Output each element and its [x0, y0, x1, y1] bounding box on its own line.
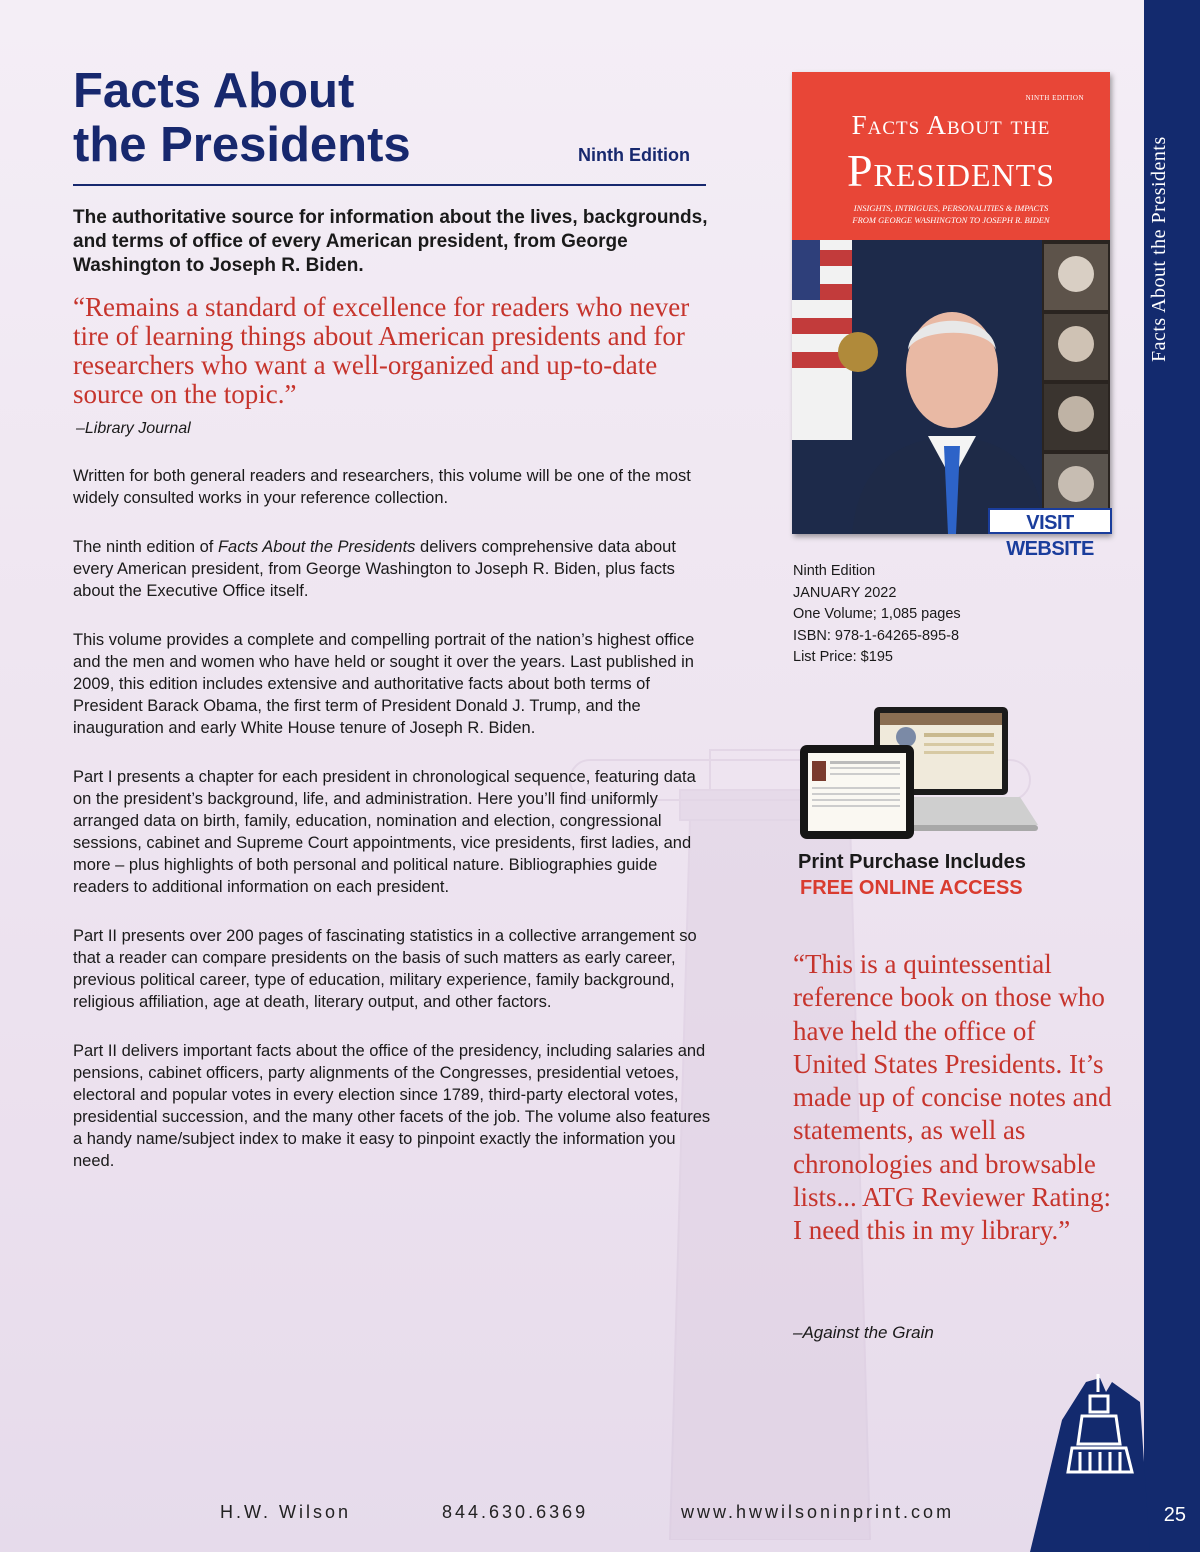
against-the-grain-quote: “This is a quintessential reference book on those who have held the office of United States Presidents. It’s made up of concise notes and statements, as well as chronologies and browsable lists... ATG Reviewer Rating: I need this in my library.” [793, 949, 1112, 1246]
paragraph-5: Part II presents over 200 pages of fascinating statistics in a collective arrangement so that a reader can compare presidents on the basis of such matters as early career, previous political career, type of education, military experience, family background, religious affiliation, age at death, literary output, and other factors. [73, 927, 697, 1011]
paragraph-3: This volume provides a complete and compelling portrait of the nation’s highest office and the men and women who have held or sought it over the years. Last published in 2009, this edition includes extensive and authoritative facts about both terms of President Barack Obama, the first term of President Donald J. Trump, and the inauguration and early White House tenure of Joseph R. Biden. [73, 631, 695, 737]
spec-volume: One Volume; 1,085 pages [793, 606, 961, 622]
paragraph-2-suffix: delivers comprehensive data about every American president, from George Washington to Joseph R. Biden, plus facts about the Executive Office itself. [73, 538, 676, 600]
page-number: 25 [1163, 1504, 1186, 1526]
footer-website[interactable]: www.hwwilsoninprint.com [681, 1502, 955, 1522]
library-journal-quote: “Remains a standard of excellence for readers who never tire of learning things about American presidents and for researchers who want a well-organized and up-to-date source on the topic.” [73, 292, 690, 409]
title-line-2: the Presidents [73, 118, 411, 172]
promo-line-2: FREE ONLINE ACCESS [800, 877, 1023, 899]
capitol-dome-icon [990, 1372, 1150, 1552]
spec-date: JANUARY 2022 [793, 584, 897, 601]
book-cover[interactable] [792, 72, 1110, 534]
side-band [1144, 0, 1200, 1552]
promo-line-1: Print Purchase Includes [798, 851, 1026, 873]
online-access-promo [798, 851, 1048, 900]
body-text [73, 465, 713, 1199]
page-title [73, 64, 411, 172]
spec-price: List Price: $195 [793, 649, 893, 665]
edition-label: Ninth Edition [578, 145, 690, 165]
cover-title-line-1: Facts About the [851, 110, 1051, 140]
book-title-italic: Facts About the Presidents [217, 538, 416, 556]
laptop-tablet-illustration [798, 703, 1043, 843]
spec-edition: Ninth Edition [793, 563, 876, 579]
spec-isbn: ISBN: 978-1-64265-895-8 [793, 627, 960, 644]
sidebar-title: Facts About the Presidents [1148, 136, 1170, 362]
footer-phone: 844.630.6369 [442, 1502, 589, 1522]
paragraph-2-prefix: The ninth edition of [73, 538, 218, 556]
footer-publisher: H.W. Wilson [220, 1502, 352, 1522]
book-specs [793, 561, 961, 669]
library-journal-attribution: –Library Journal [76, 420, 191, 437]
cover-title-line-2: Presidents [846, 145, 1056, 196]
cover-photo [792, 240, 1110, 534]
visit-website-button[interactable]: VISIT WEBSITE [988, 508, 1112, 534]
against-the-grain-attribution: –Against the Grain [793, 1323, 934, 1342]
cover-edition: NINTH EDITION [1025, 94, 1084, 102]
title-divider [73, 184, 706, 186]
paragraph-1: Written for both general readers and researchers, this volume will be one of the most widely consulted works in your reference collection. [73, 467, 691, 507]
subtitle: The authoritative source for information about the lives, backgrounds, and terms of office of every American president, from George Washington to Joseph R. Biden. [73, 207, 708, 276]
cover-tagline-line-2: FROM GEORGE WASHINGTON TO JOSEPH R. BIDEN [852, 215, 1050, 225]
cover-tagline [792, 202, 1110, 226]
title-line-1: Facts About [73, 64, 355, 118]
cover-tagline-line-1: INSIGHTS, INTRIGUES, PERSONALITIES & IMPACTS [853, 203, 1049, 213]
paragraph-2 [73, 536, 713, 602]
paragraph-6: Part II delivers important facts about the office of the presidency, including salaries and pensions, cabinet officers, party alignments of the Congresses, presidential vetoes, electoral and popular votes in every election since 1789, third-party electoral votes, presidential succession, and the many other facets of the job. The volume also features a handy name/subject index to make it easy to pinpoint exactly the information you need. [73, 1042, 711, 1170]
paragraph-4: Part I presents a chapter for each president in chronological sequence, featuring data on the president’s background, life, and administration. Here you’ll find uniformly arranged data on birth, family, education, nomination and election, congressional sessions, cabinet and Supreme Court appointments, vice presidents, first ladies, and more – plus highlights of both personal and political nature. Bibliographies guide readers to additional information on each president. [73, 768, 696, 896]
